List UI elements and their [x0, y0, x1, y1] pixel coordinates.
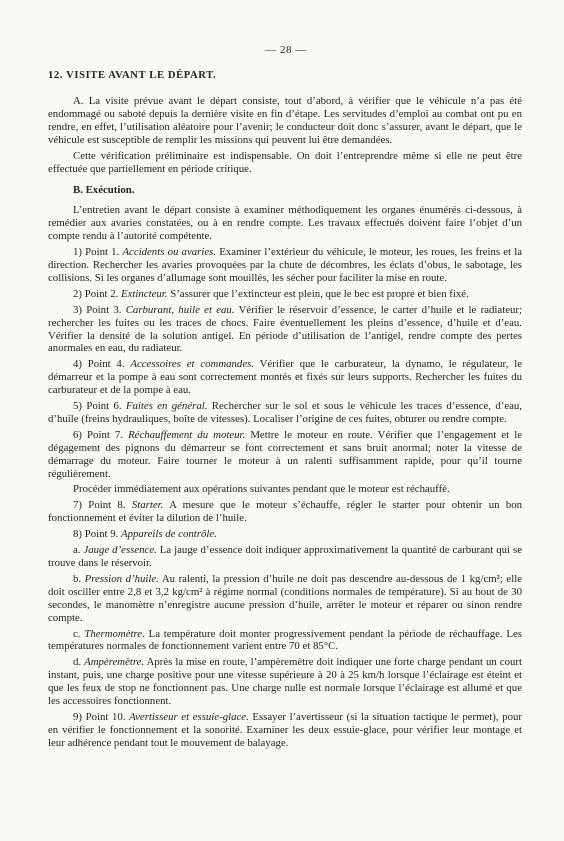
section-b-heading: B. Exécution. [73, 184, 135, 197]
point-label: c. [73, 627, 81, 640]
point-text: Après la mise en route, l’ampèremètre doit indiquer une forte charge pendant un court instant, puis, une charge positive pour une vitesse supérieure à 20 à 25 km/h lorsque l’éclairage est éteint et que les feux de stop ne fonctionnent pas. Une charge nulle est normale lorsque l’éclairage est allumé et que les accessoires fonctionnent. [48, 656, 522, 708]
point-title: Fuites en général. [125, 400, 208, 413]
point-text: A mesure que le moteur s’échauffe, régler le starter pour obtenir un bon fonctionnement et éviter la dilution de l’huile. [48, 499, 523, 525]
page-content [48, 69, 522, 753]
point-label: 7) Point 8. [73, 499, 126, 512]
point-text: Essayer l’avertisseur (si la situation tactique le permet), pour en vérifier le fonctionnement et la sonorité. Examiner les deux essuie-glace, pour vérifier leur montage et leur adhérence pendant tout le mouvement de balayage. [48, 710, 522, 749]
paragraph-text: L’entretien avant le départ consiste à examiner méthodiquement les organes énumérés ci-dessous, à remédier aux avaries constatées, ou à en rendre compte. Les travaux effectués doivent faire l’objet d’un compte rendu à l’autorité compétente. [48, 204, 522, 243]
point-title: Pression d’huile. [84, 572, 159, 585]
section-title: 12. VISITE AVANT LE DÉPART. [48, 70, 217, 81]
point-title: Appareils de contrôle. [121, 528, 217, 541]
point-label: 2) Point 2. [73, 287, 119, 300]
point-title: Jauge d’essence. [83, 544, 157, 557]
procedure-note [48, 483, 522, 496]
point-4 [48, 358, 522, 397]
point-2 [48, 288, 522, 301]
point-text: Mettre le moteur en route. Vérifier que l’engagement et le dégagement des pignons du démarreur se font correctement et sans bruit anormal; noter la vitesse de démarrage du moteur. Faire tourner le moteur à un ralenti suffisamment rapide, pour qu’il tourne régulièrement. [48, 428, 522, 480]
point-text: La jauge d’essence doit indiquer approximativement la quantité de carburant qui se trouve dans le réservoir. [48, 544, 522, 569]
sub-item-c [48, 628, 522, 654]
point-8 [48, 499, 522, 525]
sub-item-d [48, 656, 522, 708]
paragraph-a-note [48, 150, 522, 176]
point-label: 6) Point 7. [73, 428, 124, 441]
point-label: 9) Point 10. [73, 710, 126, 723]
point-text: La température doit monter progressivement pendant la période de réchauffage. Les températures normales de fonctionnement varient entre 70 et 85°C. [48, 627, 522, 653]
point-text: Au ralenti, la pression d’huile ne doit pas descendre au-dessous de 1 kg/cm²; elle doit osciller entre 2,8 et 3,2 kg/cm² à régime normal (conditions normales de température). Si au bout de 30 secondes, le manomètre n’enregistre aucune pression d’huile, arrêter le moteur et réparer ou sinon rendre compte. [48, 572, 522, 624]
point-text: Examiner l’extérieur du véhicule, le moteur, les roues, les freins et la direction. Rechercher les avaries provoquées par la chute de décombres, les éclats d’obus, le sabotage, les collisions. Si les organes d’allumage sont mouillés, les sécher pour faciliter la mise en route. [48, 246, 523, 284]
point-label: 5) Point 6. [73, 400, 122, 413]
point-10 [48, 711, 522, 750]
point-label: b. [73, 572, 82, 585]
point-title: Starter. [131, 499, 164, 512]
point-title: Thermomètre. [84, 627, 145, 640]
point-title: Accessoires et commandes. [130, 358, 255, 371]
sub-item-a [48, 544, 522, 570]
paragraph-text: Procéder immédiatement aux opérations suivantes pendant que le moteur est réchauffé. [73, 483, 450, 496]
point-7 [48, 429, 522, 481]
point-label: 8) Point 9. [73, 528, 119, 541]
point-title: Extincteur. [121, 287, 168, 300]
paragraph-text: Cette vérification préliminaire est indispensable. On doit l’entreprendre même si elle ne peut être effectuée que partiellement en période critique. [48, 149, 522, 175]
point-3 [48, 304, 522, 356]
paragraph-b-intro [48, 204, 522, 243]
paragraph-text: La visite prévue avant le départ consiste, tout d’abord, à vérifier que le véhicule n’a pas été endommagé ou saboté depuis la dernière visite en fin d’étape. Les servitudes d’emploi au combat ont pu en rendre, en effet, l’utilisation aléatoire pour l’avenir; le conducteur doit donc s’assurer, avant le départ, que le véhicule est susceptible de remplir les missions qui peuvent lui être demandées. [48, 95, 522, 146]
paragraph-a-intro [48, 95, 522, 147]
point-title: Ampèremètre. [84, 656, 145, 669]
point-1 [48, 246, 522, 285]
point-label: d. [73, 656, 82, 669]
page-number: — 28 — [265, 44, 307, 56]
point-label: 3) Point 3. [73, 303, 122, 316]
point-label: 4) Point 4. [73, 358, 125, 371]
point-text: Rechercher sur le sol et sous le véhicule les traces d’essence, d’eau, d’huile (freins hydrauliques, boîte de vitesses). Localiser l’origine de ces fuites, obturer ou rendre compte. [48, 400, 523, 425]
point-text: Vérifier que le carburateur, la dynamo, le régulateur, le démarreur et la pompe à eau sont correctement montés et fixés sur leurs supports. Rechercher les fuites du carburateur et de la pompe à eau. [48, 358, 523, 397]
point-title: Avertisseur et essuie-glace. [129, 710, 249, 723]
paragraph-label: A. [73, 95, 84, 107]
point-text: Vérifier le réservoir d’essence, le carter d’huile et le radiateur; rechercher les fuites ou les traces de chocs. Faire éventuellement les pleins d’essence, d’huile et d’eau. Vérifier la densité de la solution antigel. En période d’utilisation de l’antigel, rendre compte des pertes anormales en eau, du radiateur. [48, 303, 522, 355]
point-title: Réchauffement du moteur. [128, 428, 246, 441]
point-6 [48, 400, 522, 426]
point-9 [48, 528, 522, 541]
point-title: Carburant, huile et eau. [125, 303, 235, 316]
point-label: 1) Point 1. [73, 246, 120, 259]
point-label: a. [73, 544, 81, 557]
point-title: Accidents ou avaries. [122, 246, 217, 259]
point-text: S’assurer que l’extincteur est plein, que le bec est propre et bien fixé. [170, 287, 469, 300]
sub-item-b [48, 573, 522, 625]
